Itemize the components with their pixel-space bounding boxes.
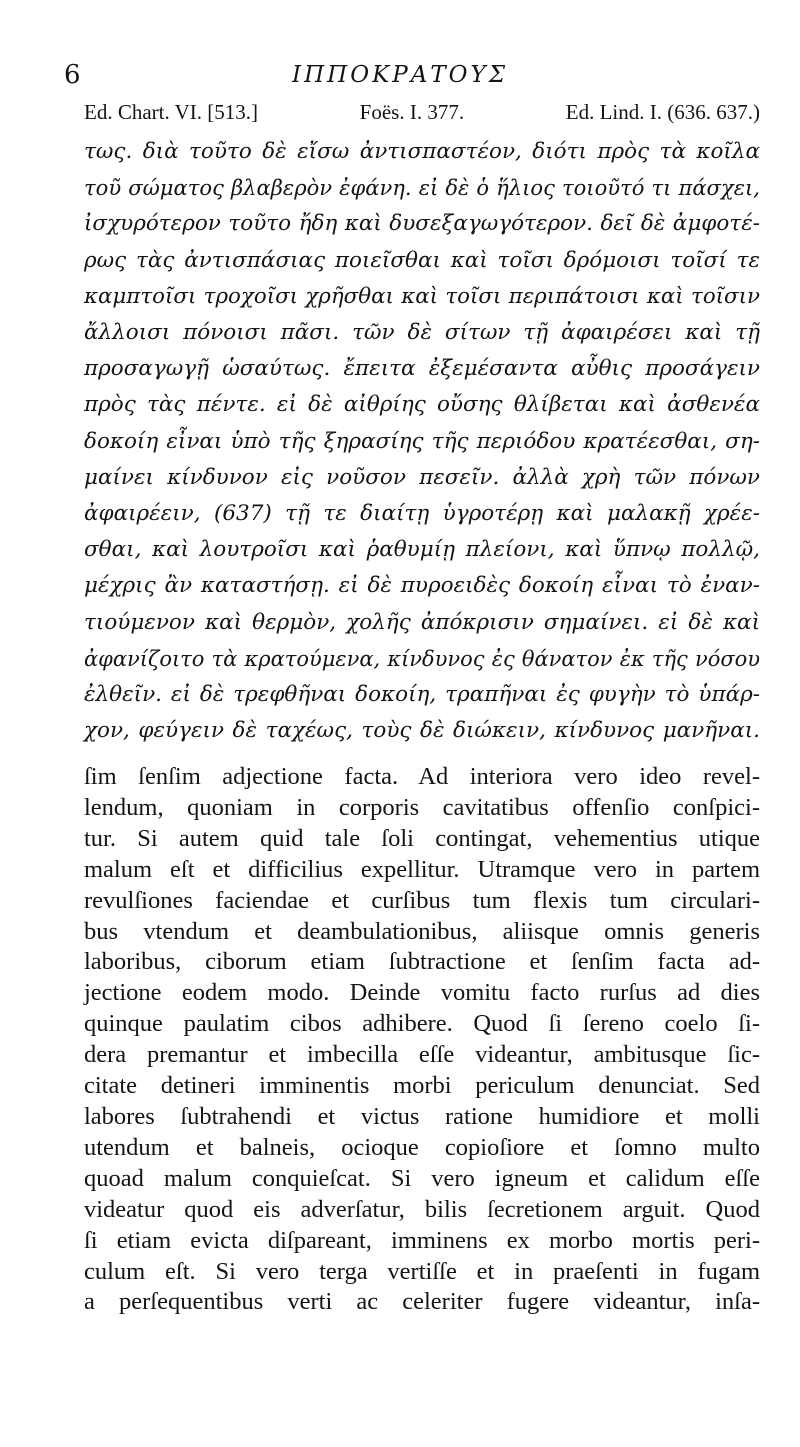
latin-line: malum eſt et difficilius expellitur. Utramque vero in partem — [84, 855, 760, 883]
latin-line: quinque paulatim cibos adhibere. Quod ſi ſereno coelo ſi- — [84, 1010, 760, 1038]
latin-line: dera premantur et imbecilla eſſe videantur, ambitusque ſic- — [84, 1041, 760, 1069]
latin-text-block — [84, 762, 760, 1318]
latin-line: ſim ſenſim adjectione facta. Ad interiora vero ideo revel- — [84, 763, 760, 790]
greek-line: τως. διὰ τοῦτο δὲ εἴσω ἀντισπαστέον, διότι πρὸς τὰ κοῖλα — [84, 139, 760, 164]
greek-line: ἀφανίζοιτο τὰ κρατούμενα, κίνδυνος ἐς θάνατον ἐκ τῆς νόσου — [84, 646, 760, 671]
greek-line: προσαγωγῇ ὡσαύτως. ἔπειτα ἐξεμέσαντα αὖθις προσάγειν — [84, 356, 760, 382]
latin-line: utendum et balneis, ocioque copioſiore et ſomno multo — [84, 1133, 760, 1161]
greek-line: χον, φεύγειν δὲ ταχέως, τοὺς δὲ διώκειν, κίνδυνος μανῆναι. — [84, 718, 760, 744]
greek-line: δοκοίη εἶναι ὑπὸ τῆς ξηρασίης τῆς περιόδου κρατέεσθαι, ση- — [84, 428, 760, 454]
greek-line: ἄλλοισι πόνοισι πᾶσι. τῶν δὲ σίτων τῇ ἀφαιρέσει καὶ τῇ — [84, 320, 760, 346]
latin-line: laboribus, ciborum etiam ſubtractione et ſenſim facta ad- — [84, 948, 760, 976]
page-number: 6 — [64, 60, 81, 90]
greek-line: τοῦ σώματος βλαβερὸν ἐφάνη. εἰ δὲ ὁ ἥλιος τοιοῦτό τι πάσχει, — [84, 175, 760, 201]
latin-line: ſi etiam evicta diſpareant, imminens ex morbo mortis peri- — [84, 1226, 760, 1254]
greek-line: ἐλθεῖν. εἰ δὲ τρεφθῆναι δοκοίη, τραπῆναι ἐς φυγὴν τὸ ὑπάρ- — [84, 682, 760, 708]
edition-chartier-ref: Ed. Chart. VI. [513.] — [84, 100, 258, 124]
greek-line: ἰσχυρότερον τοῦτο ἤδη καὶ δυσεξαγωγότερον. δεῖ δὲ ἀμφοτέ- — [84, 211, 760, 237]
latin-line: jectione eodem modo. Deinde vomitu facto rurſus ad dies — [84, 979, 760, 1007]
greek-line: ἀφαιρέειν, (637) τῇ τε διαίτῃ ὑγροτέρῃ καὶ μαλακῇ χρέε- — [84, 501, 760, 527]
edition-lind-ref: Ed. Lind. I. (636. 637.) — [565, 100, 760, 124]
latin-line: labores ſubtrahendi et victus ratione humidiore et molli — [84, 1102, 760, 1130]
latin-line: tur. Si autem quid tale ſoli contingat, vehementius utique — [84, 824, 760, 852]
latin-line: bus vtendum et deambulationibus, aliisque omnis generis — [84, 917, 760, 945]
latin-line: videatur quod eis adverſatur, bilis ſecretionem arguit. Quod — [84, 1195, 760, 1223]
latin-line: lendum, quoniam in corporis cavitatibus offenſio conſpici- — [84, 793, 760, 821]
latin-line: a perſequentibus verti ac celeriter fugere videantur, inſa- — [84, 1288, 760, 1316]
running-title: ΙΠΠΟΚΡΑΤΟΥΣ — [292, 62, 508, 88]
latin-line: quoad malum conquieſcat. Si vero igneum et calidum eſſe — [84, 1164, 760, 1192]
greek-line: ρως τὰς ἀντισπάσιας ποιεῖσθαι καὶ τοῖσι δρόμοισι τοῖσί τε — [84, 247, 760, 273]
edition-foes-ref: Foës. I. 377. — [359, 100, 465, 124]
greek-line: μαίνει κίνδυνον εἰς νοῦσον πεσεῖν. ἀλλὰ χρὴ τῶν πόνων — [84, 464, 760, 490]
greek-line: καμπτοῖσι τροχοῖσι χρῆσθαι καὶ τοῖσι περιπάτοισι καὶ τοῖσιν — [84, 283, 760, 309]
greek-line: τιούμενον καὶ θερμὸν, χολῆς ἀπόκρισιν σημαίνει. εἰ δὲ καὶ — [84, 609, 760, 635]
greek-line: μέχρις ἂν καταστήσῃ. εἰ δὲ πυροειδὲς δοκοίη εἶναι τὸ ἐναν- — [84, 573, 760, 599]
latin-line: culum eſt. Si vero terga vertiſſe et in praeſenti in fugam — [84, 1257, 760, 1285]
greek-line: πρὸς τὰς πέντε. εἰ δὲ αἰθρίης οὔσης θλίβεται καὶ ἀσθενέα — [84, 392, 760, 418]
greek-text-block — [84, 134, 760, 749]
greek-line: σθαι, καὶ λουτροῖσι καὶ ῥαθυμίῃ πλείονι, καὶ ὕπνῳ πολλῷ, — [84, 537, 760, 563]
page-header — [60, 52, 740, 102]
edition-reference-line — [84, 100, 760, 125]
latin-line: citate detineri imminentis morbi periculum denunciat. Sed — [84, 1072, 760, 1100]
latin-line: revulſiones faciendae et curſibus tum flexis tum circulari- — [84, 886, 760, 914]
